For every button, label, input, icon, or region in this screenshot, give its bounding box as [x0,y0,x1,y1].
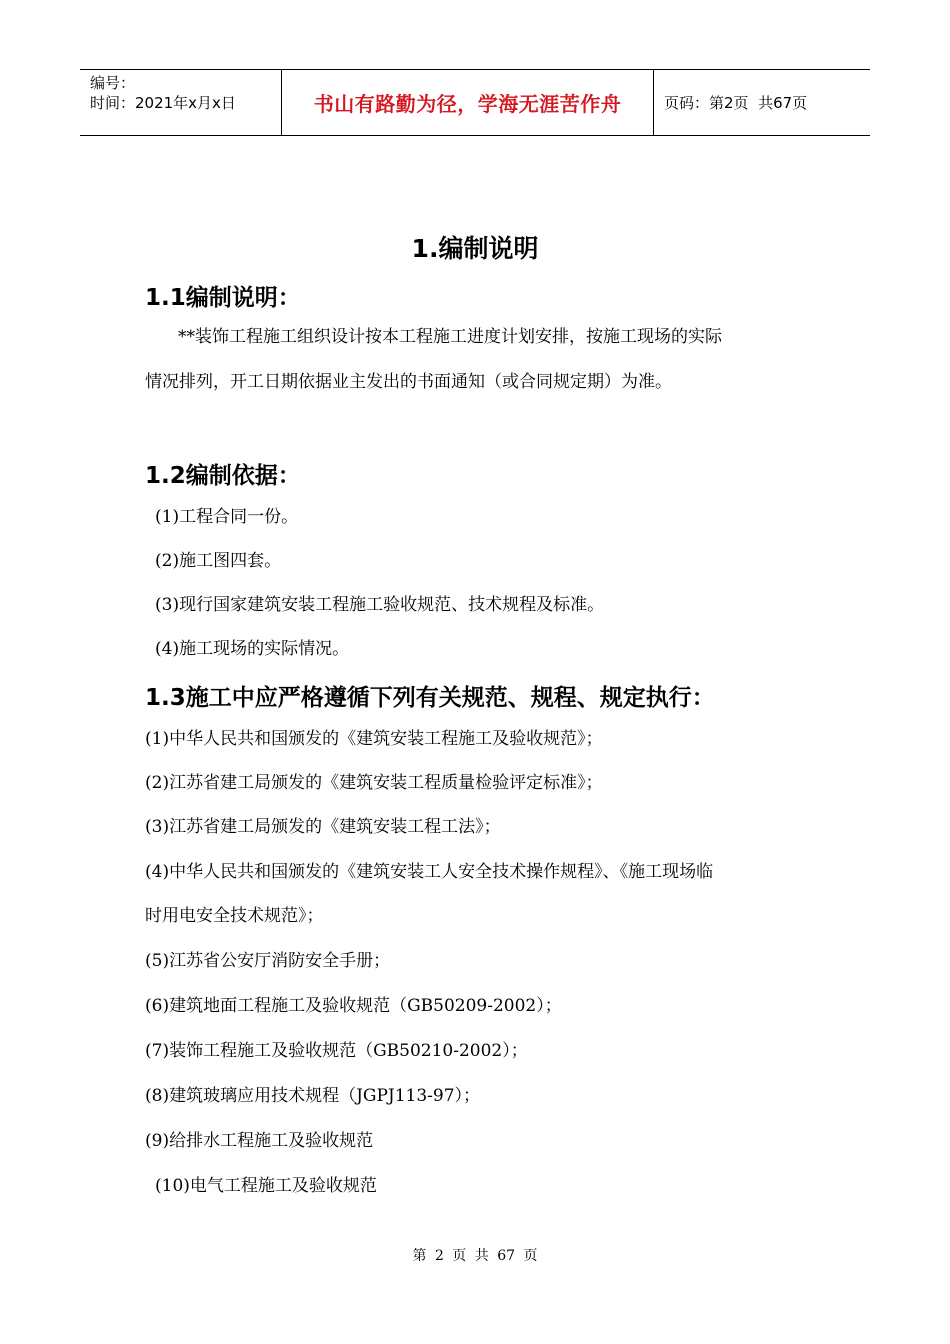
paragraph-line: 情况排列，开工日期依据业主发出的书面通知（或合同规定期）为准。 [145,372,672,392]
header-page-cell [654,70,870,135]
list-item: (10)电气工程施工及验收规范 [155,1176,377,1196]
list-item: (8)建筑玻璃应用技术规程（JGPJ113-97）； [145,1086,481,1106]
list-item: (3)现行国家建筑安装工程施工验收规范、技术规程及标准。 [155,595,605,615]
list-item: (6)建筑地面工程施工及验收规范（GB50209-2002）； [145,996,562,1016]
list-item: (4)中华人民共和国颁发的《建筑安装工人安全技术操作规程》、《施工现场临 [145,862,714,882]
header-page-info: 页码：第2页 共67页 [664,94,808,112]
header-meta-cell [80,70,282,135]
list-item-continuation: 时用电安全技术规范》； [145,906,324,926]
section-heading-1-1: 1.1编制说明： [145,285,301,311]
section-heading-1-2: 1.2编制依据： [145,463,301,489]
list-item: (5)江苏省公安厅消防安全手册； [145,951,391,971]
page-header-table [80,69,870,136]
page-footer: 第 2 页 共 67 页 [412,1248,538,1264]
list-item: (7)装饰工程施工及验收规范（GB50210-2002）； [145,1041,528,1061]
list-item: (2)江苏省建工局颁发的《建筑安装工程质量检验评定标准》； [145,773,603,793]
document-date-label: 时间：2021年x月x日 [90,94,236,112]
list-item: (4)施工现场的实际情况。 [155,639,350,659]
paragraph-line: **装饰工程施工组织设计按本工程施工进度计划安排，按施工现场的实际 [178,327,722,347]
document-number-label: 编号： [90,74,136,92]
document-title: 1.编制说明 [411,234,539,263]
list-item: (3)江苏省建工局颁发的《建筑安装工程工法》； [145,817,501,837]
list-item: (1)工程合同一份。 [155,507,299,527]
list-item: (2)施工图四套。 [155,551,282,571]
header-motto-cell [282,70,654,135]
section-heading-1-3: 1.3施工中应严格遵循下列有关规范、规程、规定执行： [145,685,715,711]
list-item: (9)给排水工程施工及验收规范 [145,1131,374,1151]
list-item: (1)中华人民共和国颁发的《建筑安装工程施工及验收规范》； [145,729,603,749]
header-motto: 书山有路勤为径，学海无涯苦作舟 [313,92,622,116]
